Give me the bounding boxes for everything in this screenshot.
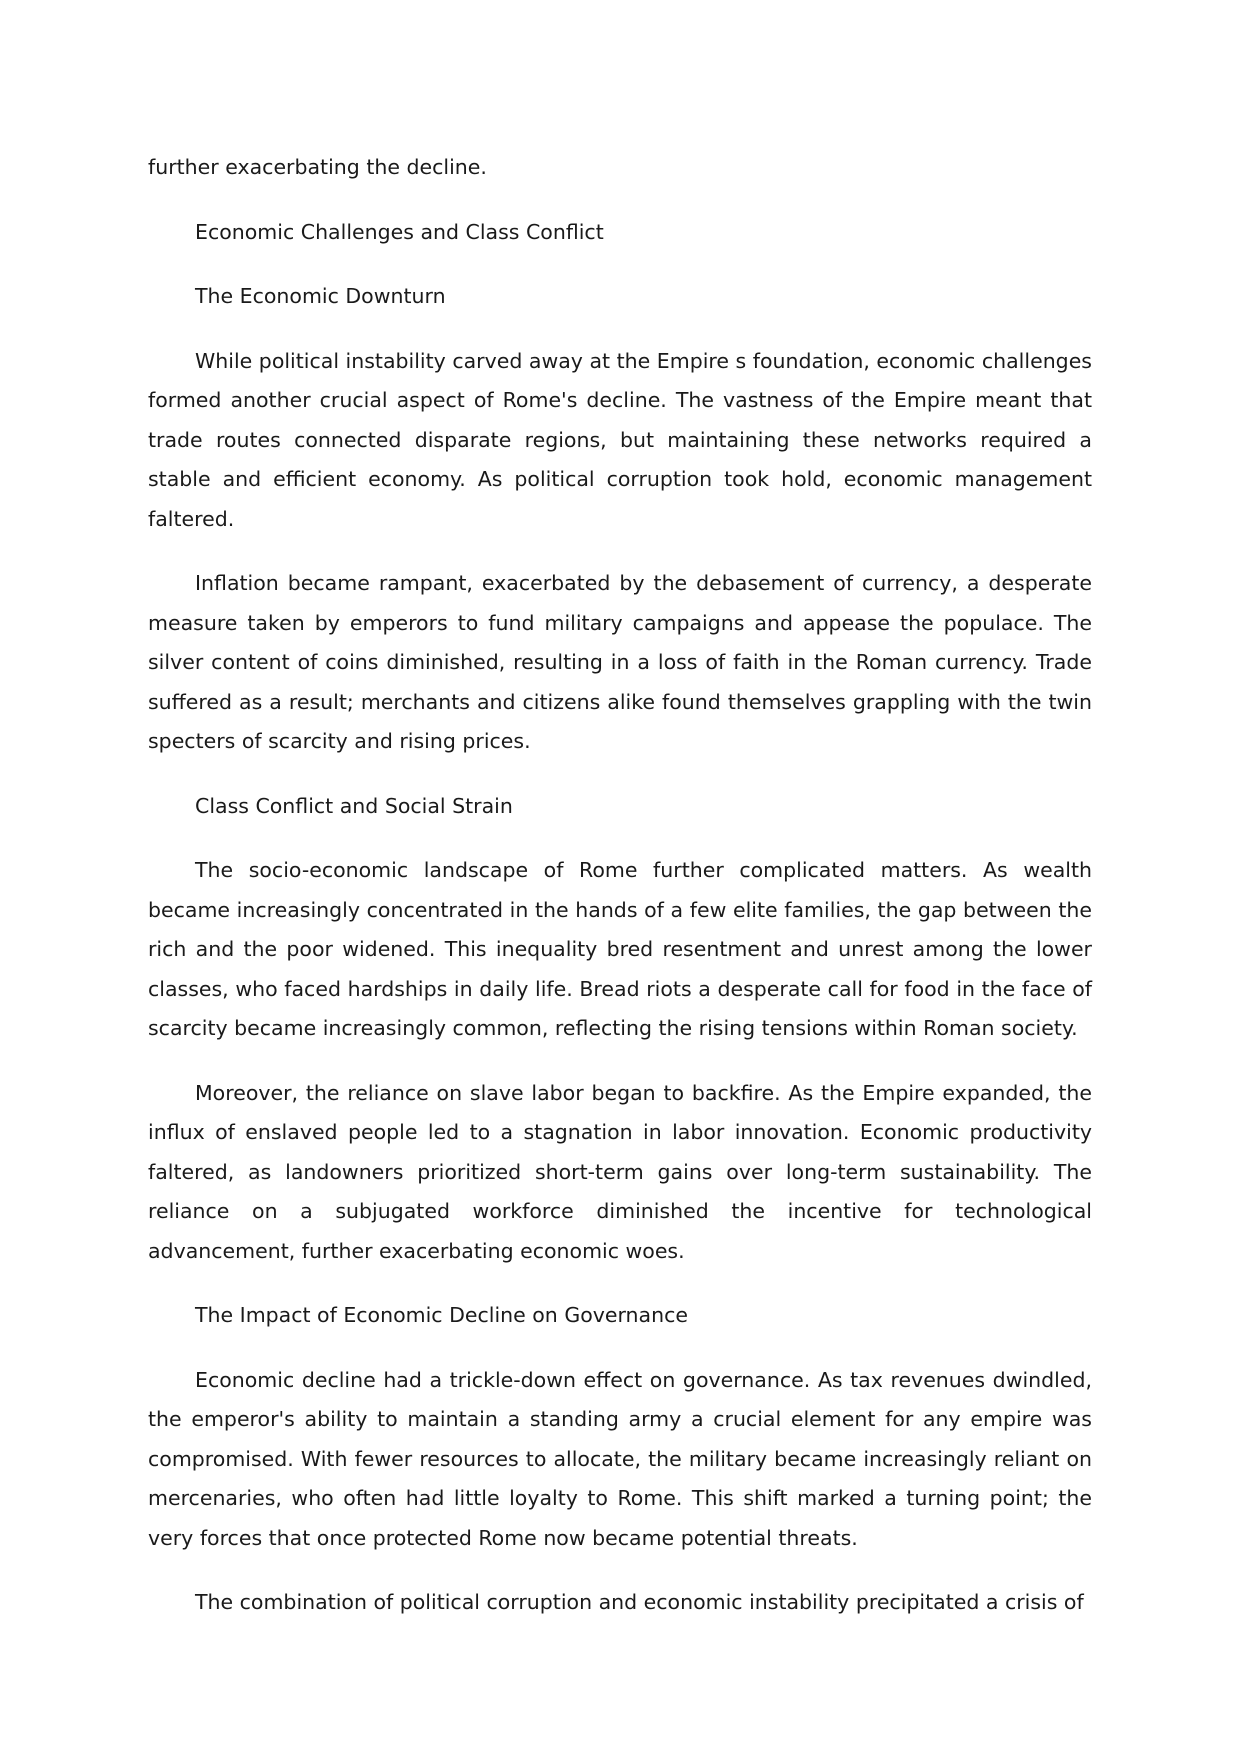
subheading-class-conflict: Class Conflict and Social Strain [195, 793, 513, 818]
subheading-impact-governance: The Impact of Economic Decline on Governance [195, 1303, 688, 1327]
paragraph-slave-labor: Moreover, the reliance on slave labor began to backfire. As the Empire expanded, the influx of enslaved people led to a stagnation in labor innovation. Economic productivity faltered, as landowners prioritized short-term gains over long-term sustainability. The reliance on a subjugated workforce diminished the incentive for technological advancement, further exacerbating economic woes. [148, 1080, 1092, 1263]
paragraph-inflation: Inflation became rampant, exacerbated by the debasement of currency, a desperate measure taken by emperors to fund military campaigns and appease the populace. The silver content of coins diminished, resulting in a loss of faith in the Roman currency. Trade suffered as a result; merchants and citizens alike found themselves grappling with the twin specters of scarcity and rising prices. [148, 571, 1092, 753]
paragraph-combination: The combination of political corruption and economic instability precipitated a crisis of [195, 1590, 1084, 1614]
paragraph-economic-decline: Economic decline had a trickle-down effect on governance. As tax revenues dwindled, the emperor's ability to maintain a standing army a crucial element for any empire was compromised. With fewer resources to allocate, the military became increasingly reliant on mercenaries, who often had little loyalty to Rome. This shift marked a turning point; the very forces that once protected Rome now became potential threats. [148, 1367, 1092, 1550]
document-page [148, 148, 1092, 1648]
paragraph-socio-economic: The socio-economic landscape of Rome further complicated matters. As wealth became increasingly concentrated in the hands of a few elite families, the gap between the rich and the poor widened. This inequality bred resentment and unrest among the lower classes, who faced hardships in daily life. Bread riots a desperate call for food in the face of scarcity became increasingly common, reflecting the rising tensions within Roman society. [148, 858, 1092, 1040]
continuation-text: further exacerbating the decline. [148, 155, 487, 179]
paragraph-political-instability: While political instability carved away at the Empire s foundation, economic challenges formed another crucial aspect of Rome's decline. The vastness of the Empire meant that trade routes connected disparate regions, but maintaining these networks required a stable and efficient economy. As political corruption took hold, economic management faltered. [148, 348, 1092, 531]
section-heading-economic-challenges: Economic Challenges and Class Conflict [195, 219, 604, 244]
subheading-economic-downturn: The Economic Downturn [195, 284, 446, 308]
